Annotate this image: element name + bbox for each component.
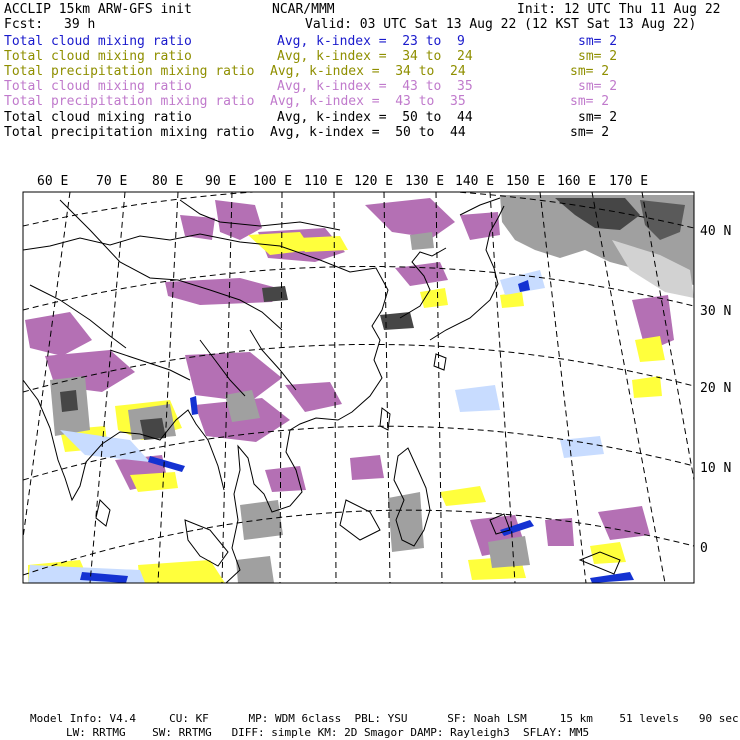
field-sm: sm= 2 [578, 79, 618, 94]
field-sm: sm= 2 [578, 34, 618, 49]
coastline [96, 500, 110, 526]
field-avg: Avg, k-index = 43 to 35 [270, 94, 466, 109]
field-name: Total cloud mixing ratio [4, 34, 192, 49]
field-sm: sm= 2 [570, 64, 610, 79]
cloud-shading-gray [236, 556, 274, 583]
cloud-shading-dark [262, 286, 288, 302]
field-sm: sm= 2 [570, 125, 610, 140]
lon-line [384, 192, 390, 583]
lon-label: 110 E [304, 174, 344, 189]
lat-label: 40 N [700, 224, 732, 239]
cloud-shading-yellow [590, 542, 626, 564]
cloud-shading-yellow [138, 560, 225, 583]
precip-shading-violet [545, 518, 574, 546]
forecast-hour: 39 h [64, 17, 96, 32]
valid-time: Valid: 03 UTC Sat 13 Aug 22 (12 KST Sat 13 Aug 22) [305, 17, 697, 32]
model-title: ACCLIP 15km ARW-GFS init [4, 2, 192, 17]
cloud-shading-blue [190, 396, 198, 415]
lon-label: 150 E [506, 174, 546, 189]
precip-shading-violet [598, 506, 650, 540]
lat-label: 0 [700, 541, 708, 556]
forecast-label: Fcst: [4, 17, 44, 32]
lon-label: 70 E [96, 174, 128, 189]
field-avg: Avg, k-index = 50 to 44 [277, 110, 473, 125]
lat-label: 30 N [700, 304, 732, 319]
precip-shading-violet [25, 312, 92, 356]
cloud-shading-dark [60, 390, 78, 412]
field-name: Total precipitation mixing ratio [4, 125, 255, 140]
field-name: Total cloud mixing ratio [4, 49, 192, 64]
lon-label: 170 E [609, 174, 649, 189]
lon-label: 130 E [405, 174, 445, 189]
lon-label: 160 E [557, 174, 597, 189]
lon-label: 90 E [205, 174, 237, 189]
coastline [340, 500, 380, 540]
field-avg: Avg, k-index = 50 to 44 [270, 125, 466, 140]
field-sm: sm= 2 [570, 94, 610, 109]
precip-shading-violet [395, 262, 448, 286]
coastline [185, 520, 228, 566]
cloud-shading-lightblue [455, 385, 500, 412]
cloud-shading-yellow [500, 292, 524, 308]
cloud-shading-gray [410, 232, 434, 250]
org-label: NCAR/MMM [272, 2, 335, 17]
model-info-line2: LW: RRTMG SW: RRTMG DIFF: simple KM: 2D Smagor DAMP: Rayleigh3 SFLAY: MM5 [66, 726, 590, 739]
lon-label: 80 E [152, 174, 184, 189]
field-avg: Avg, k-index = 34 to 24 [277, 49, 473, 64]
field-name: Total cloud mixing ratio [4, 110, 192, 125]
init-time: Init: 12 UTC Thu 11 Aug 22 [517, 2, 721, 17]
cloud-shading-dark [380, 312, 414, 330]
field-name: Total precipitation mixing ratio [4, 64, 255, 79]
field-sm: sm= 2 [578, 49, 618, 64]
precip-shading-violet [215, 200, 262, 240]
field-name: Total cloud mixing ratio [4, 79, 192, 94]
precip-shading-violet [265, 466, 306, 492]
cloud-shading-yellow [632, 376, 662, 398]
lat-line [23, 344, 694, 392]
cloud-shading-yellow [440, 486, 486, 506]
field-avg: Avg, k-index = 34 to 24 [270, 64, 466, 79]
lon-label: 60 E [37, 174, 69, 189]
lon-label: 140 E [455, 174, 495, 189]
lat-line [23, 266, 694, 310]
lon-label: 120 E [354, 174, 394, 189]
coastline [380, 408, 390, 430]
cloud-shading-yellow [298, 236, 348, 252]
cloud-shading-yellow [130, 472, 178, 492]
precip-shading-violet [350, 455, 384, 480]
coastline [434, 354, 446, 370]
cloud-shading-yellow [420, 288, 448, 308]
model-info-line1: Model Info: V4.4 CU: KF MP: WDM 6class PBL: YSU SF: Noah LSM 15 km 51 levels 90 sec [30, 712, 739, 725]
field-avg: Avg, k-index = 23 to 9 [277, 34, 465, 49]
cloud-shading-lightblue [560, 436, 604, 458]
cloud-shading-gray [388, 492, 424, 552]
lat-label: 20 N [700, 381, 732, 396]
precip-shading-violet [365, 198, 455, 238]
lon-line [158, 192, 178, 583]
lon-label: 100 E [253, 174, 293, 189]
field-name: Total precipitation mixing ratio [4, 94, 255, 109]
field-sm: sm= 2 [578, 110, 618, 125]
lat-label: 10 N [700, 461, 732, 476]
field-avg: Avg, k-index = 43 to 35 [277, 79, 473, 94]
cloud-shading-yellow [635, 336, 665, 362]
